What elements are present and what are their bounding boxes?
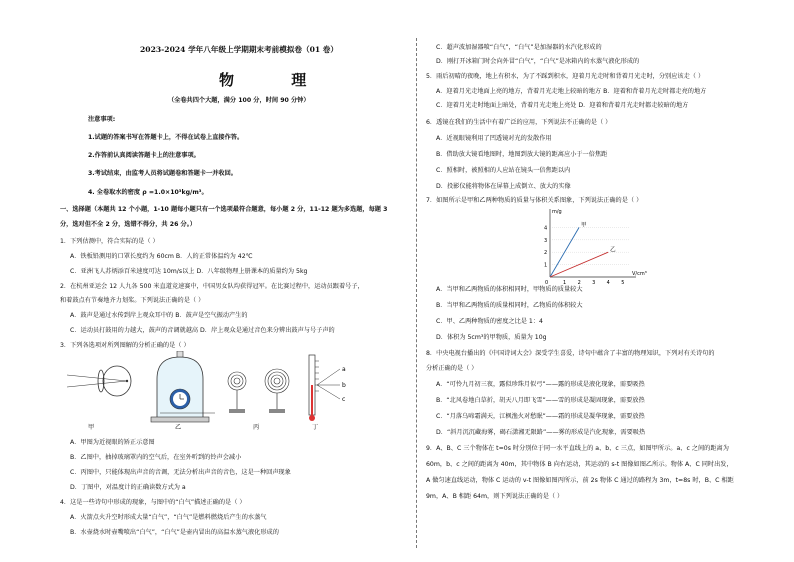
notice-item: 4. 全卷取水的密度 ρ =1.0×10³kg/m³。 [88,189,208,196]
series-label: 甲 [581,222,587,229]
q3-option: D．丁图中，对温度计的正确读数方式为 a [70,484,186,491]
q7-stem: 7．如图所示是甲和乙两种物质的质量与体积关系图象，下列说法正确的是（ ） [426,197,643,204]
x-tick-label: 2 [577,280,581,286]
q2-stem-2: 和着鼓点有节奏地齐力划桨。下列说法正确的是（ ） [60,297,205,304]
y-axis-label: m/g [552,209,562,215]
series-label: 乙 [610,247,616,254]
q3-figure [65,351,355,425]
q6-option: D．投影仪能将物体在屏幕上成倒立、放大的实像 [436,183,571,190]
svg-text:b: b [342,382,346,389]
q9-line: 9m，A、B 相距 64m，则下列说法正确的是（ ） [426,493,564,500]
q6-option: C．照相时，被照相的人应站在镜头一倍焦距以内 [436,167,571,174]
fig-label: 丙 [253,424,260,431]
y-tick-label: 4 [544,225,548,232]
q4-stem: 4．这是一些诗句中形成的现象，与图中的“白气”描述正确的是（ ） [60,499,246,506]
x-tick-label: 3 [592,280,596,286]
q9-line: A 做匀速直线运动，物体 C 运动的 v-t 图像如图丙所示，前 2s 物体 C 通过的路程为 3m，t=8s 时，B、C 相距 [426,477,734,484]
mass-volume-chart [538,207,648,287]
subject-title: 物 理 [219,71,333,89]
fig-label: 乙 [175,424,182,431]
q1-option: C．亚洲飞人苏炳添百米速度可达 10m/s以上 D．八年级物理上册课本的质量约为 5kg [70,268,308,275]
q3-option: B．乙图中，抽掉玻璃罩内的空气后，在室外听到的铃声会减小 [70,454,242,461]
svg-text:a: a [342,366,346,373]
svg-text:c: c [342,396,346,403]
x-axis-label: V/cm³ [632,271,647,277]
bell-jar-diagram [151,351,215,422]
notice-item: 2.作答前认真阅读答题卡上的注意事项。 [88,152,200,159]
q2-stem: 2．在杭州亚运会 12 人九各 500 米直道竞速赛中，中国男女队均获得冠军。在比赛过程中，运动员跟着号子， [60,283,364,290]
q6-option: B．借助放大镜看地图时，地图到放大镜的距离应小于一倍焦距 [436,151,608,158]
q8-option: A．“可怜九月初三夜，露似珍珠月似弓”——露的形成是液化现象，需要吸热 [436,381,645,388]
q4-option: B．水壶烧水时壶嘴喷出“白气”，“白气”是壶内冒出的高温水蒸气液化形成的 [70,529,279,536]
section-heading-2: 分，选对但不全 2 分，选错不得分，共 26 分。） [60,221,196,228]
origin-label: 0 [545,280,549,286]
q2-option: C．运动员打鼓用的力越大，鼓声的音调就越高 D．岸上观众是通过音色来分辨出鼓声与号子声的 [70,327,335,334]
section-heading: 一、选择题（本题共 12 个小题，1-10 题每小题只有一个选项最符合题意，每小题 2 分，11-12 题为多选题，每题 3 [60,206,388,213]
notice-item: 3.考试结束，由监考人员将试题卷和答题卡一并收回。 [88,170,237,177]
q8-option: C．“月落乌啼霜满天，江枫渔火对愁眠”——霜的形成是凝华现象，需要放热 [436,413,645,420]
q4-option: C．超声波加湿器喷“白气”，“白气”是加湿器的水汽化形成的 [436,44,602,51]
sound-wave-diagram [228,369,289,413]
q4-option: D．刚打开冰箱门时会向外冒“白气”，“白气”是冰箱内的水蒸气液化形成的 [436,58,640,65]
thermometer-diagram [309,355,346,421]
q1-stem: 1．下列估测中，符合实际的是（ ） [60,238,159,245]
eye-diagram [67,366,131,396]
y-tick-label: 3 [544,237,548,244]
q8-option: B．“北风卷地白草折，胡天八月即飞雪”——雪的形成是凝固现象，需要放热 [436,397,645,404]
notice-item: 1.试题的答案书写在答题卡上，不得在试卷上直接作答。 [88,134,244,141]
q3-stem: 3．下列各选项对所列图解的分析正确的是（ ） [60,342,190,349]
q8-option: D．“斜月沉沉藏海雾，碣石潇湘无限路”——雾的形成是汽化现象，需要吸热 [436,429,646,436]
column-divider [416,38,417,548]
q3-option: C．丙图中，只能体现出声音的音调，无法分析出声音的音色，这是一种回声现象 [70,469,291,476]
q8-stem-2: 分析正确的是（ ） [426,365,478,372]
q2-option: A．鼓声是通过水传到岸上观众耳中的 B．鼓声是空气振动产生的 [70,312,248,319]
q5-stem: 5．雨后初晴的夜晚，地上有积水，为了不踩到积水，迎着月光走时和背着月光走时，分别应该走（ ） [426,73,705,80]
q5-option: C．迎着月光走时地面上暗处，背着月光走地上亮处 D．迎着和背着月光走时都走较暗的地方 [436,102,689,109]
q5-option: A．迎着月光走地面上亮的地方，背着月光走地上较暗的地方 B．迎着和背着月光走时都走亮的地方 [436,88,707,95]
q4-option: A．火箭点火升空时形成大量“白气”，“白气”是燃料燃烧后产生的水蒸气 [70,514,267,521]
q9-line: 60m，b、c 之间的距离为 40m，其中物体 B 向右运动，其运动的 s-t 图像如图乙所示。物体 A、C 同时出发， [426,461,733,468]
q9-line: 9．A、B、C 三个物体在 t=0s 时分别位于同一水平直线上的 a、b、c 三点，如图甲所示。a、c 之间的距离为 [426,445,729,452]
notice-heading: 注意事项: [88,116,116,123]
q6-stem: 6．透镜在我们的生活中有着广泛的应用，下列说法不正确的是（ ） [426,119,612,126]
exam-title: 2023-2024 学年八年级上学期期末考前模拟卷（01 卷） [140,45,338,54]
fig-label: 甲 [88,424,95,431]
x-tick-label: 4 [606,280,610,286]
y-tick-label: 1 [544,262,548,269]
fig-label: 丁 [312,424,319,431]
score-note: （全卷共四个大题，满分 100 分，时间 90 分钟） [168,97,310,104]
q7-option: A．当甲和乙两物质的体积相同时，甲物质的质量较大 [436,286,583,293]
q7-option: B．当甲和乙两物质的质量相同时，乙物质的体积较大 [436,302,583,309]
q7-option: D．体积为 5cm³的甲物质，质量为 10g [436,334,547,341]
q7-option: C．甲、乙两种物质的密度之比是 1：4 [436,318,543,325]
x-tick-label: 5 [621,280,625,286]
q1-option: A．铁板铅测用的口罩长度约为 60cm B．人的正常体温约为 42℃ [70,253,253,260]
y-tick-label: 2 [544,250,548,257]
q8-stem: 8．中央电视台播出的《中国诗词大会》深受学生喜爱，诗句中蕴含了丰富的物理知识，下列对有关诗句的 [426,350,715,357]
x-tick-label: 1 [563,280,567,286]
q3-option: A．甲图为近视眼的矫正示意图 [70,439,155,446]
q6-option: A．近视眼镜利用了凹透镜对光的发散作用 [436,135,552,142]
